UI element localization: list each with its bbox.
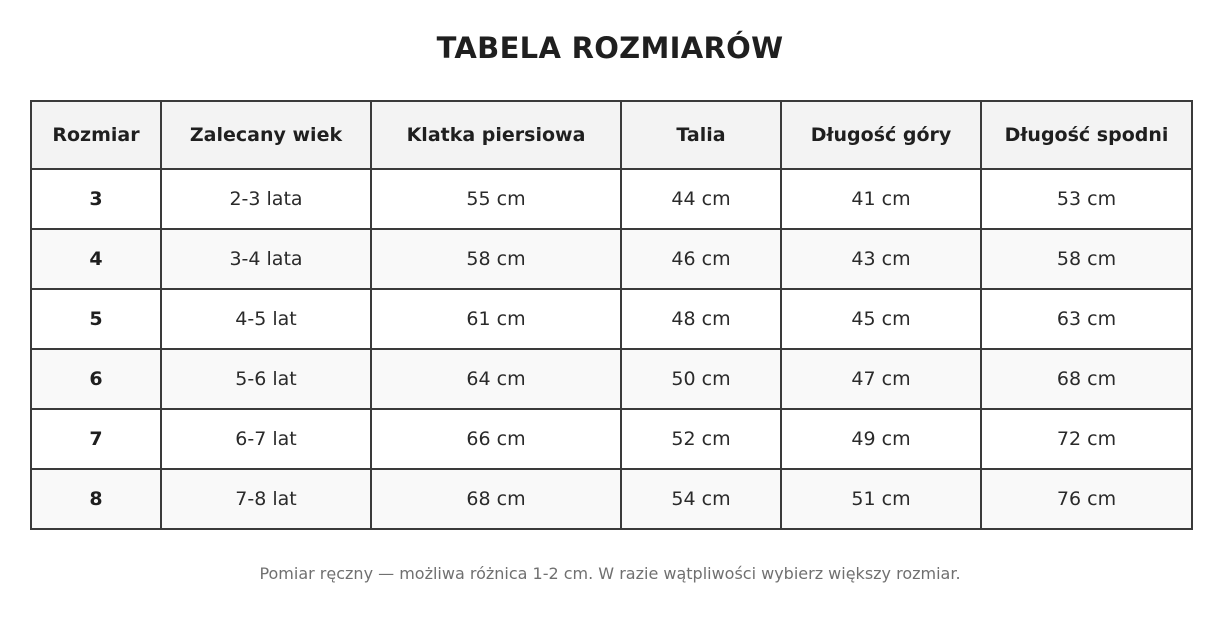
age-cell: 7-8 lat [161, 469, 371, 529]
table-row [31, 229, 1192, 289]
table-row [31, 409, 1192, 469]
table-row [31, 469, 1192, 529]
chest-cell: 55 cm [371, 169, 621, 229]
pants-length-cell: 76 cm [981, 469, 1192, 529]
waist-cell: 52 cm [621, 409, 781, 469]
top-length-cell: 49 cm [781, 409, 981, 469]
top-length-cell: 47 cm [781, 349, 981, 409]
table-header-row [31, 101, 1192, 169]
age-cell: 6-7 lat [161, 409, 371, 469]
age-cell: 5-6 lat [161, 349, 371, 409]
pants-length-cell: 72 cm [981, 409, 1192, 469]
waist-cell: 46 cm [621, 229, 781, 289]
column-header-size: Rozmiar [31, 101, 161, 169]
size-cell: 3 [31, 169, 161, 229]
waist-cell: 48 cm [621, 289, 781, 349]
pants-length-cell: 68 cm [981, 349, 1192, 409]
chest-cell: 66 cm [371, 409, 621, 469]
table-row [31, 289, 1192, 349]
size-cell: 5 [31, 289, 161, 349]
table-row [31, 349, 1192, 409]
top-length-cell: 41 cm [781, 169, 981, 229]
top-length-cell: 43 cm [781, 229, 981, 289]
pants-length-cell: 58 cm [981, 229, 1192, 289]
size-cell: 7 [31, 409, 161, 469]
pants-length-cell: 63 cm [981, 289, 1192, 349]
waist-cell: 50 cm [621, 349, 781, 409]
chest-cell: 61 cm [371, 289, 621, 349]
age-cell: 3-4 lata [161, 229, 371, 289]
column-header-waist: Talia [621, 101, 781, 169]
column-header-top-length: Długość góry [781, 101, 981, 169]
chest-cell: 58 cm [371, 229, 621, 289]
chest-cell: 64 cm [371, 349, 621, 409]
chest-cell: 68 cm [371, 469, 621, 529]
top-length-cell: 45 cm [781, 289, 981, 349]
size-cell: 6 [31, 349, 161, 409]
page-title: TABELA ROZMIARÓW [436, 31, 784, 65]
pants-length-cell: 53 cm [981, 169, 1192, 229]
size-chart-table [30, 100, 1193, 530]
top-length-cell: 51 cm [781, 469, 981, 529]
age-cell: 4-5 lat [161, 289, 371, 349]
column-header-pants-length: Długość spodni [981, 101, 1192, 169]
measurement-note: Pomiar ręczny — możliwa różnica 1-2 cm. W razie wątpliwości wybierz większy rozmiar. [259, 564, 961, 583]
column-header-chest: Klatka piersiowa [371, 101, 621, 169]
size-cell: 8 [31, 469, 161, 529]
size-cell: 4 [31, 229, 161, 289]
table-row [31, 169, 1192, 229]
waist-cell: 54 cm [621, 469, 781, 529]
age-cell: 2-3 lata [161, 169, 371, 229]
column-header-age: Zalecany wiek [161, 101, 371, 169]
waist-cell: 44 cm [621, 169, 781, 229]
